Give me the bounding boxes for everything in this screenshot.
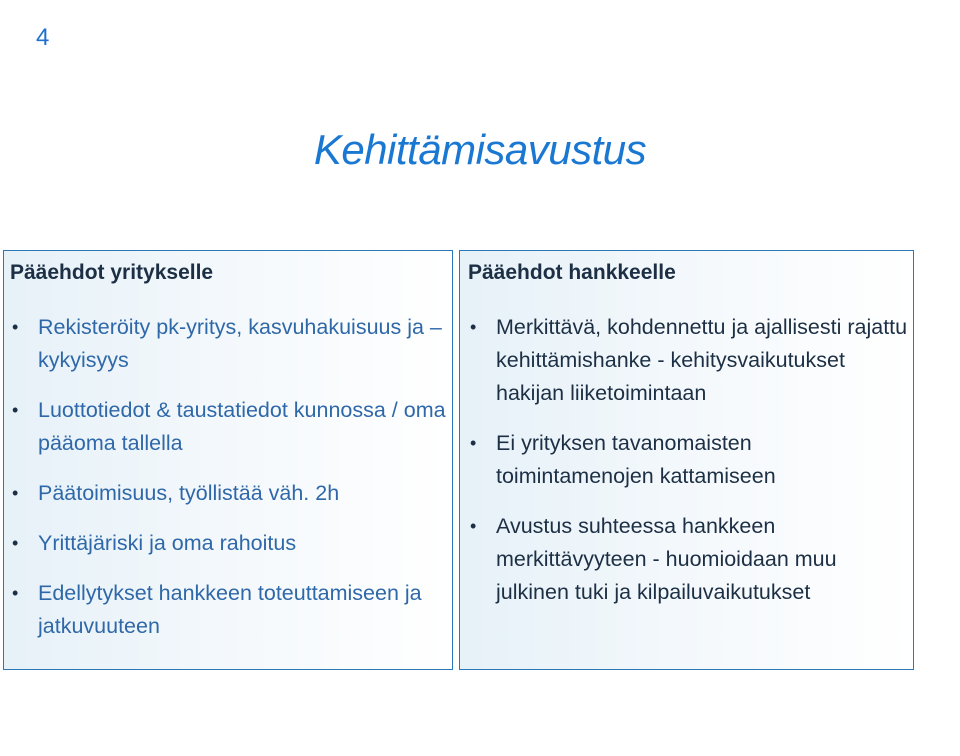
slide-title: Kehittämisavustus: [313, 126, 647, 173]
bullet-icon: •: [470, 516, 477, 536]
panel-heading: Pääehdot yritykselle: [10, 261, 214, 284]
bullet-icon: •: [470, 433, 477, 453]
bullet-icon: •: [470, 317, 477, 337]
list-item: [10, 311, 452, 377]
panel-heading: Pääehdot hankkeelle: [468, 261, 676, 284]
list-item: [10, 577, 452, 643]
list-item-text: Yrittäjäriski ja oma rahoitus: [38, 531, 297, 555]
bullet-icon: •: [12, 483, 19, 503]
list-item: [468, 510, 913, 609]
list-item: [10, 394, 452, 460]
list-item-text: Päätoimisuus, työllistää väh. 2h: [38, 481, 340, 505]
conditions-list: [468, 311, 913, 609]
page-number: 4: [36, 24, 50, 51]
list-item: [468, 311, 913, 410]
conditions-list: [10, 311, 452, 643]
bullet-icon: •: [12, 533, 19, 553]
list-item-text: Ei yrityksen tavanomaisten toimintamenojen kattamiseen: [496, 431, 776, 488]
list-item: [468, 427, 913, 493]
list-item: [10, 527, 452, 560]
list-item-text: Merkittävä, kohdennettu ja ajallisesti rajattu kehittämishanke - kehitysvaikutukset hakijan liiketoimintaan: [496, 315, 908, 405]
bullet-icon: •: [12, 317, 19, 337]
list-item: [10, 477, 452, 510]
list-item-text: Edellytykset hankkeen toteuttamiseen ja jatkuvuuteen: [38, 581, 422, 638]
list-item-text: Luottotiedot & taustatiedot kunnossa / oma pääoma tallella: [38, 398, 446, 455]
bullet-icon: •: [12, 583, 19, 603]
bullet-icon: •: [12, 400, 19, 420]
project-conditions-panel: [459, 250, 914, 670]
company-conditions-panel: [3, 250, 453, 670]
list-item-text: Rekisteröity pk-yritys, kasvuhakuisuus ja –kykyisyys: [38, 315, 442, 372]
list-item-text: Avustus suhteessa hankkeen merkittävyyteen - huomioidaan muu julkinen tuki ja kilpailuvaikutukset: [496, 514, 837, 604]
